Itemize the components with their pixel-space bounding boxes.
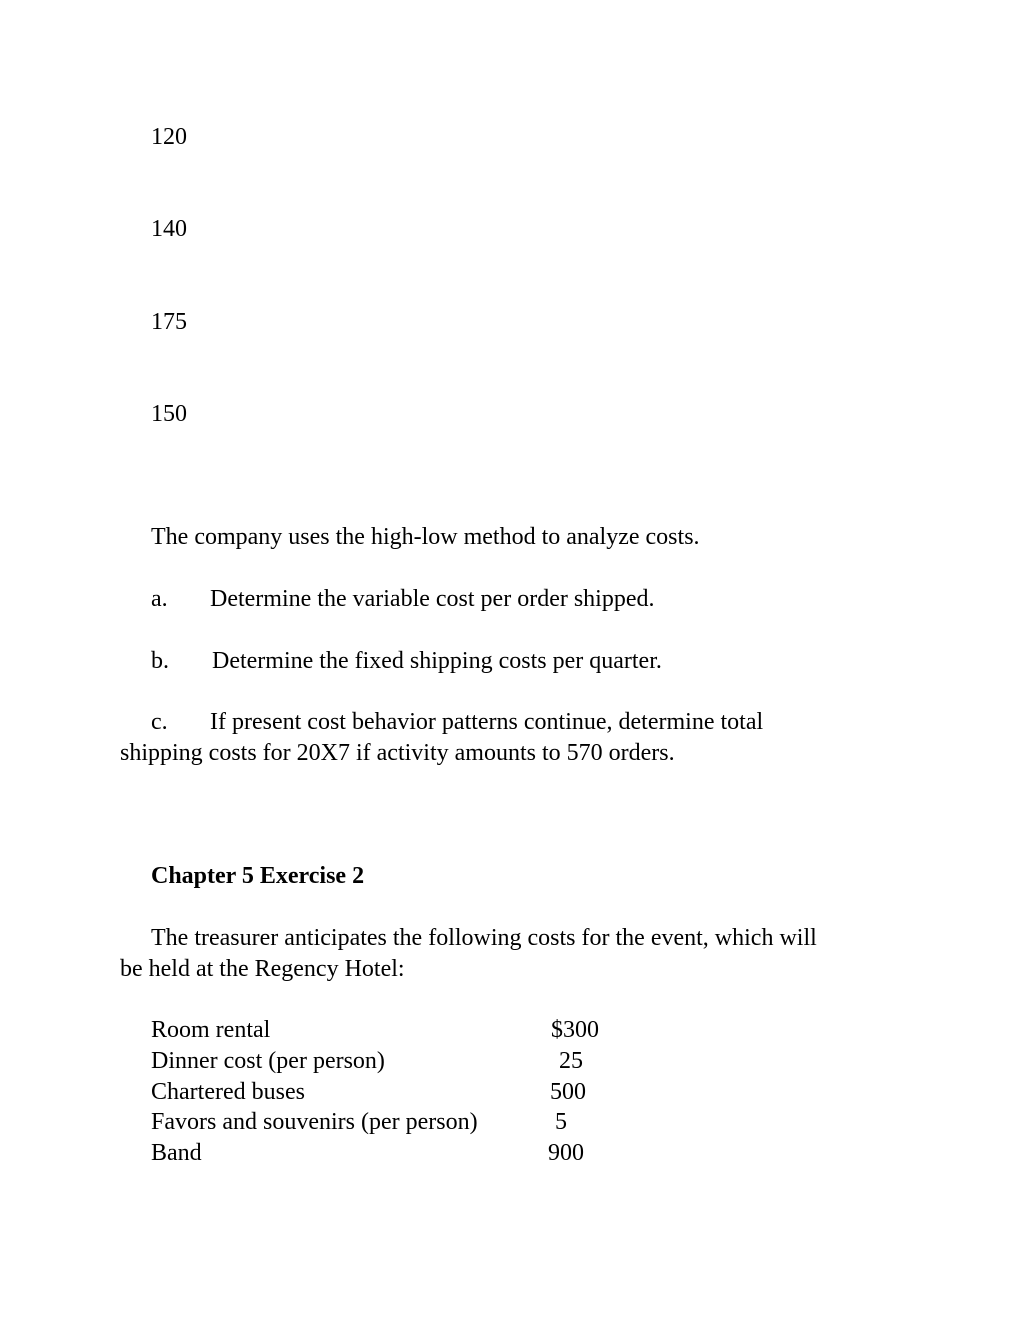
orders-value: 140 <box>151 216 187 242</box>
cost-amount: $300 <box>551 1017 599 1043</box>
cost-amount: 900 <box>548 1140 584 1166</box>
intro-text: The company uses the high-low method to analyze costs. <box>151 524 700 550</box>
orders-value: 120 <box>151 124 187 150</box>
exercise-heading: Chapter 5 Exercise 2 <box>151 863 365 889</box>
orders-value: 150 <box>151 401 187 427</box>
orders-value: 175 <box>151 309 187 335</box>
cost-item: Band <box>151 1140 202 1166</box>
question-letter: c. <box>151 709 168 735</box>
exercise-paragraph-line: The treasurer anticipates the following costs for the event, which will <box>151 925 817 951</box>
question-text: Determine the variable cost per order shipped. <box>210 586 655 612</box>
cost-item: Room rental <box>151 1017 271 1043</box>
question-text: If present cost behavior patterns continue, determine total <box>210 709 764 735</box>
question-text: Determine the fixed shipping costs per quarter. <box>212 648 662 674</box>
question-letter: b. <box>151 648 169 674</box>
cost-amount: 25 <box>559 1048 583 1074</box>
cost-item: Favors and souvenirs (per person) <box>151 1109 478 1135</box>
question-text-continuation: shipping costs for 20X7 if activity amounts to 570 orders. <box>120 740 675 766</box>
exercise-paragraph-line: be held at the Regency Hotel: <box>120 956 405 982</box>
cost-item: Dinner cost (per person) <box>151 1048 385 1074</box>
cost-item: Chartered buses <box>151 1079 305 1105</box>
question-letter: a. <box>151 586 168 612</box>
cost-amount: 500 <box>550 1079 586 1105</box>
cost-amount: 5 <box>555 1109 567 1135</box>
